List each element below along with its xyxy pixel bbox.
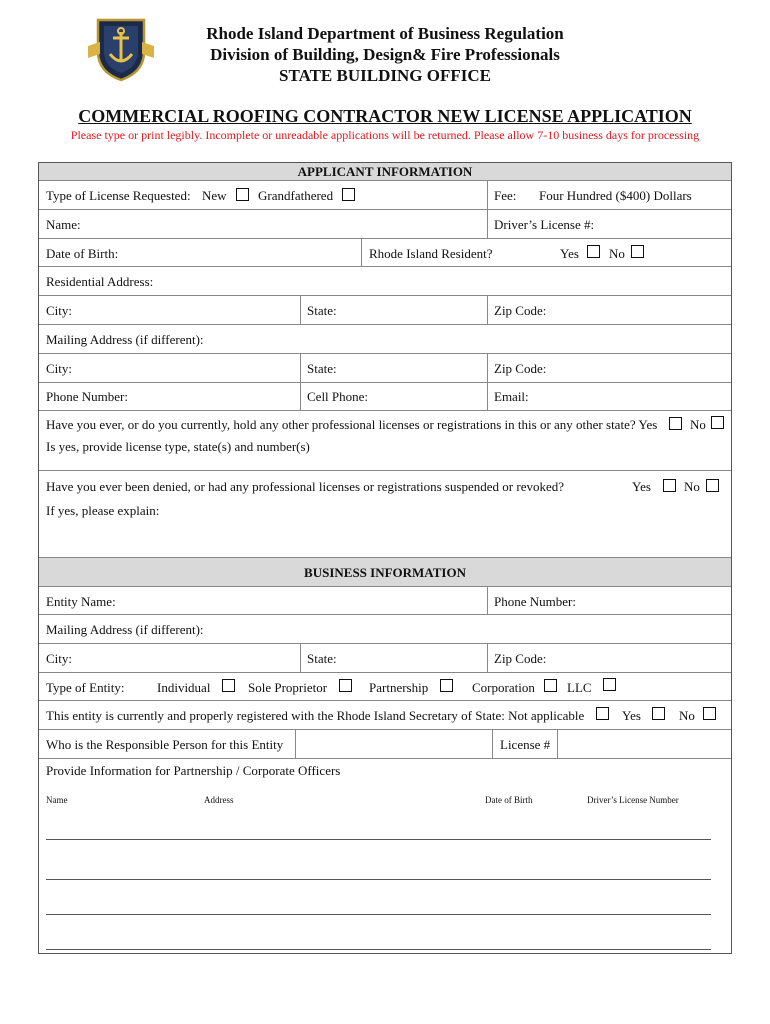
fee-value: Four Hundred ($400) Dollars	[539, 188, 692, 203]
ri-resident-no-label: No	[609, 246, 625, 261]
office-name: STATE BUILDING OFFICE	[279, 66, 491, 85]
ri-resident-label: Rhode Island Resident?	[369, 246, 493, 261]
department-name: Rhode Island Department of Business Regulation	[206, 24, 564, 43]
dob-field[interactable]: Date of Birth:	[46, 246, 119, 261]
email-field[interactable]: Email:	[494, 389, 529, 404]
phone-row	[39, 383, 731, 411]
officer-entry-line[interactable]	[46, 839, 711, 840]
corporation-label: Corporation	[472, 680, 535, 695]
responsible-person-label: Who is the Responsible Person for this Entity	[46, 737, 284, 752]
registered-question: This entity is currently and properly registered with the Rhode Island Secretary of State: Not applicable	[46, 708, 585, 723]
officers-section	[39, 759, 731, 953]
applicant-section-title: APPLICANT INFORMATION	[297, 164, 473, 179]
mailing-state-field[interactable]: State:	[307, 361, 337, 376]
col-dob-header: Date of Birth	[485, 795, 533, 805]
drivers-license-field[interactable]: Driver’s License #:	[494, 217, 595, 232]
registered-no-checkbox[interactable]	[703, 707, 716, 720]
denied-no-label: No	[684, 479, 700, 494]
mailing-address-field[interactable]: Mailing Address (if different):	[46, 332, 204, 347]
business-mailing-field[interactable]: Mailing Address (if different):	[46, 622, 204, 637]
residential-address-field[interactable]: Residential Address:	[46, 274, 154, 289]
entity-type-row	[39, 673, 731, 701]
mailing-city-field[interactable]: City:	[46, 361, 73, 376]
license-type-row	[39, 181, 731, 210]
denied-no-checkbox[interactable]	[706, 479, 719, 492]
name-row	[39, 210, 731, 239]
llc-checkbox[interactable]	[603, 678, 616, 691]
grandfathered-label: Grandfathered	[258, 188, 334, 203]
state-field[interactable]: State:	[307, 303, 337, 318]
mailing-city-row	[39, 354, 731, 383]
name-field[interactable]: Name:	[46, 217, 81, 232]
division-name: Division of Building, Design& Fire Professionals	[210, 45, 560, 64]
partnership-checkbox[interactable]	[440, 679, 453, 692]
officers-label: Provide Information for Partnership / Corporate Officers	[46, 763, 341, 778]
ri-resident-yes-label: Yes	[560, 246, 579, 261]
business-city-row	[39, 644, 731, 673]
sole-proprietor-label: Sole Proprietor	[248, 680, 328, 695]
registered-yes-checkbox[interactable]	[652, 707, 665, 720]
dob-row	[39, 239, 731, 267]
business-zip-field[interactable]: Zip Code:	[494, 651, 547, 666]
entity-name-row	[39, 587, 731, 615]
sole-proprietor-checkbox[interactable]	[339, 679, 352, 692]
denied-yes-label: Yes	[632, 479, 651, 494]
business-phone-field[interactable]: Phone Number:	[494, 594, 576, 609]
other-licenses-row	[39, 411, 731, 471]
residential-address-row	[39, 267, 731, 296]
residential-city-row	[39, 296, 731, 325]
business-section-header	[39, 558, 731, 587]
license-type-label: Type of License Requested:	[46, 188, 191, 203]
denied-explain-field[interactable]: If yes, please explain:	[46, 503, 160, 518]
other-licenses-question: Have you ever, or do you currently, hold any other professional licenses or registrations in this or any other state? Yes	[46, 417, 658, 432]
fee-label: Fee:	[494, 188, 517, 203]
denied-question: Have you ever been denied, or had any professional licenses or registrations suspended or revoked?	[46, 479, 565, 494]
instructions-note: Please type or print legibly. Incomplete or unreadable applications will be returned. Please allow 7-10 business days for processing	[70, 128, 700, 142]
new-checkbox[interactable]	[236, 188, 249, 201]
applicant-section-header	[39, 163, 731, 181]
corporation-checkbox[interactable]	[544, 679, 557, 692]
registered-yes-label: Yes	[622, 708, 641, 723]
denied-row	[39, 471, 731, 558]
business-state-field[interactable]: State:	[307, 651, 337, 666]
officer-entry-line[interactable]	[46, 914, 711, 915]
city-field[interactable]: City:	[46, 303, 73, 318]
mailing-address-row	[39, 325, 731, 354]
responsible-person-row	[39, 730, 731, 759]
entity-name-field[interactable]: Entity Name:	[46, 594, 116, 609]
partnership-label: Partnership	[369, 680, 429, 695]
individual-checkbox[interactable]	[222, 679, 235, 692]
other-licenses-detail-field[interactable]: Is yes, provide license type, state(s) and number(s)	[46, 439, 310, 454]
officer-entry-line[interactable]	[46, 949, 711, 950]
business-city-field[interactable]: City:	[46, 651, 73, 666]
license-number-label: License #	[500, 737, 551, 752]
form-title: COMMERCIAL ROOFING CONTRACTOR NEW LICENSE APPLICATION	[78, 106, 692, 126]
other-licenses-yes-checkbox[interactable]	[669, 417, 682, 430]
denied-yes-checkbox[interactable]	[663, 479, 676, 492]
grandfathered-checkbox[interactable]	[342, 188, 355, 201]
zip-field[interactable]: Zip Code:	[494, 303, 547, 318]
ri-resident-yes-checkbox[interactable]	[587, 245, 600, 258]
registered-row	[39, 701, 731, 730]
mailing-zip-field[interactable]: Zip Code:	[494, 361, 547, 376]
not-applicable-checkbox[interactable]	[596, 707, 609, 720]
llc-label: LLC	[567, 680, 592, 695]
other-licenses-no-checkbox[interactable]	[711, 416, 724, 429]
col-dl-header: Driver’s License Number	[587, 795, 679, 805]
business-mailing-row	[39, 615, 731, 644]
ri-resident-no-checkbox[interactable]	[631, 245, 644, 258]
officer-entry-line[interactable]	[46, 879, 711, 880]
registered-no-label: No	[679, 708, 695, 723]
cell-phone-field[interactable]: Cell Phone:	[307, 389, 369, 404]
new-label: New	[202, 188, 227, 203]
col-name-header: Name	[46, 795, 68, 805]
phone-field[interactable]: Phone Number:	[46, 389, 128, 404]
business-section-title: BUSINESS INFORMATION	[304, 565, 466, 580]
individual-label: Individual	[157, 680, 211, 695]
application-form	[38, 162, 732, 954]
entity-type-label: Type of Entity:	[46, 680, 125, 695]
col-address-header: Address	[204, 795, 234, 805]
other-licenses-no-label: No	[690, 417, 706, 432]
